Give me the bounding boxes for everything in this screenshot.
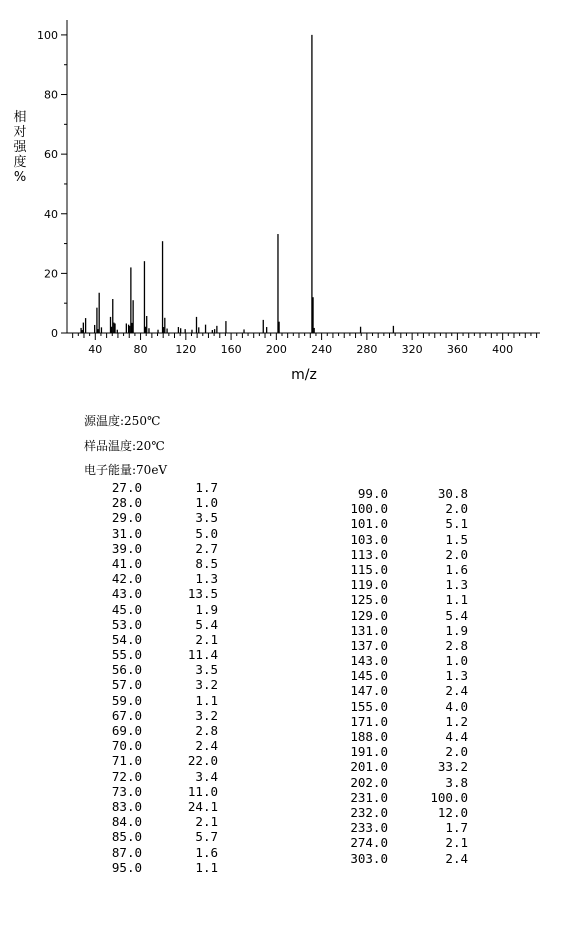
intensity-value: 22.0 <box>187 753 218 769</box>
table-row <box>86 677 220 692</box>
intensity-value: 1.3 <box>195 571 218 587</box>
intensity-value: 1.1 <box>445 592 468 608</box>
intensity-value: 11.4 <box>187 647 218 663</box>
mz-value: 231.0 <box>350 789 388 805</box>
y-axis-label-char: 对 <box>13 125 27 140</box>
intensity-value: 2.4 <box>445 683 468 699</box>
intensity-value: 2.8 <box>195 723 218 738</box>
x-tick-label: 360 <box>446 343 468 356</box>
table-row <box>86 860 220 875</box>
y-axis-label-char: 度 <box>13 155 27 170</box>
table-row <box>332 790 472 805</box>
x-tick-label: 400 <box>492 343 514 356</box>
mz-value: 232.0 <box>350 804 388 820</box>
mz-value: 84.0 <box>111 814 142 830</box>
table-row <box>86 753 220 768</box>
intensity-value: 11.0 <box>187 783 218 799</box>
table-row <box>332 775 472 790</box>
chart-peaks <box>81 35 393 333</box>
table-row <box>86 723 220 738</box>
mz-value: 54.0 <box>111 631 142 647</box>
table-row <box>86 586 220 601</box>
mz-value: 137.0 <box>350 637 388 653</box>
intensity-value: 8.5 <box>195 555 218 571</box>
mz-value: 45.0 <box>111 601 142 617</box>
mz-value: 145.0 <box>350 668 388 684</box>
y-axis-label-char: % <box>13 170 27 185</box>
mz-value: 147.0 <box>350 683 388 699</box>
y-tick-label: 40 <box>44 207 58 221</box>
intensity-value: 1.9 <box>195 601 218 617</box>
table-row <box>332 547 472 562</box>
table-row <box>332 759 472 774</box>
table-row <box>332 532 472 547</box>
source-temperature: 源温度:250℃ <box>84 414 161 428</box>
mz-value: 39.0 <box>111 540 142 556</box>
table-row <box>86 814 220 829</box>
intensity-value: 1.6 <box>195 844 218 860</box>
mz-value: 171.0 <box>350 713 388 729</box>
mz-value: 155.0 <box>350 698 388 714</box>
x-tick-label: 160 <box>220 343 242 356</box>
mz-value: 274.0 <box>350 835 388 851</box>
mz-value: 57.0 <box>111 677 142 693</box>
intensity-value: 2.1 <box>195 631 218 647</box>
table-row <box>332 577 472 592</box>
intensity-value: 3.5 <box>195 510 218 526</box>
intensity-value: 1.7 <box>445 820 468 836</box>
table-row <box>86 845 220 860</box>
table-row <box>86 617 220 632</box>
x-tick-label: 40 <box>88 343 103 356</box>
intensity-value: 3.5 <box>195 662 218 678</box>
intensity-value: 33.2 <box>437 759 468 775</box>
table-row <box>332 668 472 683</box>
table-row <box>86 495 220 510</box>
x-tick-label: 240 <box>311 343 333 356</box>
intensity-value: 1.0 <box>195 495 218 511</box>
mz-value: 71.0 <box>111 753 142 769</box>
mz-value: 29.0 <box>111 510 142 526</box>
intensity-value: 2.8 <box>445 637 468 653</box>
table-row <box>86 556 220 571</box>
table-row <box>332 714 472 729</box>
table-row <box>86 541 220 556</box>
electron-energy: 电子能量:70eV <box>84 463 168 477</box>
table-row <box>332 835 472 850</box>
table-row <box>332 851 472 866</box>
table-row <box>332 699 472 714</box>
x-tick-label: 80 <box>133 343 148 356</box>
table-row <box>332 486 472 501</box>
table-row <box>86 693 220 708</box>
mz-value: 202.0 <box>350 774 388 790</box>
table-row <box>86 799 220 814</box>
table-row <box>86 602 220 617</box>
mz-value: 55.0 <box>111 647 142 663</box>
y-axis-label-char: 强 <box>13 140 27 155</box>
mz-value: 119.0 <box>350 577 388 593</box>
intensity-value: 5.4 <box>195 616 218 632</box>
table-row <box>86 829 220 844</box>
intensity-value: 2.4 <box>195 738 218 754</box>
table-row <box>332 623 472 638</box>
mz-value: 31.0 <box>111 525 142 541</box>
table-row <box>332 638 472 653</box>
intensity-value: 5.7 <box>195 829 218 845</box>
mz-value: 27.0 <box>111 480 142 495</box>
intensity-value: 3.2 <box>195 677 218 693</box>
table-row <box>332 653 472 668</box>
intensity-value: 100.0 <box>430 789 468 805</box>
mz-value: 41.0 <box>111 555 142 571</box>
mz-value: 83.0 <box>111 798 142 814</box>
mz-value: 113.0 <box>350 546 388 562</box>
intensity-value: 13.5 <box>187 586 218 602</box>
x-tick-label: 200 <box>265 343 287 356</box>
intensity-value: 2.4 <box>445 850 468 866</box>
intensity-value: 1.9 <box>445 622 468 638</box>
y-tick-label: 60 <box>44 148 58 162</box>
mz-value: 87.0 <box>111 844 142 860</box>
mz-value: 28.0 <box>111 495 142 511</box>
table-row <box>332 805 472 820</box>
x-tick-label: 120 <box>175 343 197 356</box>
intensity-value: 30.8 <box>437 486 468 501</box>
mz-value: 101.0 <box>350 516 388 532</box>
table-row <box>86 769 220 784</box>
table-row <box>86 738 220 753</box>
intensity-value: 2.0 <box>445 546 468 562</box>
mz-value: 99.0 <box>357 486 388 501</box>
y-tick-label: 0 <box>51 327 58 340</box>
table-row <box>332 516 472 531</box>
intensity-value: 1.2 <box>445 713 468 729</box>
mz-value: 201.0 <box>350 759 388 775</box>
table-row <box>332 562 472 577</box>
table-row <box>86 784 220 799</box>
intensity-value: 1.3 <box>445 668 468 684</box>
intensity-value: 4.4 <box>445 729 468 744</box>
intensity-value: 1.3 <box>445 577 468 593</box>
table-row <box>86 647 220 662</box>
mass-spectrum-chart <box>0 0 570 400</box>
mz-value: 143.0 <box>350 653 388 669</box>
intensity-value: 1.6 <box>445 561 468 577</box>
y-tick-label: 20 <box>44 267 58 281</box>
intensity-value: 2.7 <box>195 540 218 556</box>
mz-value: 85.0 <box>111 829 142 845</box>
intensity-value: 3.2 <box>195 707 218 723</box>
mz-value: 95.0 <box>111 859 142 875</box>
intensity-value: 1.1 <box>195 859 218 875</box>
x-axis-label: m/z <box>291 367 317 383</box>
table-row <box>332 608 472 623</box>
mz-value: 129.0 <box>350 607 388 623</box>
table-row <box>86 571 220 586</box>
table-row <box>86 708 220 723</box>
y-tick-label: 80 <box>44 88 58 102</box>
mz-value: 70.0 <box>111 738 142 754</box>
mz-value: 67.0 <box>111 707 142 723</box>
intensity-value: 4.0 <box>445 698 468 714</box>
table-row <box>332 729 472 744</box>
peak-table-left <box>86 480 220 875</box>
y-axis-label-char: 相 <box>13 110 27 125</box>
table-row <box>86 526 220 541</box>
mz-value: 131.0 <box>350 622 388 638</box>
mz-value: 42.0 <box>111 571 142 587</box>
mz-value: 233.0 <box>350 820 388 836</box>
table-row <box>332 592 472 607</box>
mz-value: 59.0 <box>111 692 142 708</box>
intensity-value: 1.0 <box>445 653 468 669</box>
peak-table-right <box>332 486 472 866</box>
mz-value: 303.0 <box>350 850 388 866</box>
intensity-value: 1.7 <box>195 480 218 495</box>
mz-value: 56.0 <box>111 662 142 678</box>
intensity-value: 5.4 <box>445 607 468 623</box>
mz-value: 188.0 <box>350 729 388 744</box>
intensity-value: 3.4 <box>195 768 218 784</box>
intensity-value: 5.1 <box>445 516 468 532</box>
mz-value: 69.0 <box>111 723 142 738</box>
table-row <box>332 683 472 698</box>
intensity-value: 24.1 <box>187 798 218 814</box>
intensity-value: 5.0 <box>195 525 218 541</box>
intensity-value: 1.1 <box>195 692 218 708</box>
mz-value: 125.0 <box>350 592 388 608</box>
mz-value: 103.0 <box>350 531 388 547</box>
table-row <box>86 510 220 525</box>
mz-value: 115.0 <box>350 561 388 577</box>
mz-value: 43.0 <box>111 586 142 602</box>
table-row <box>86 480 220 495</box>
mz-value: 53.0 <box>111 616 142 632</box>
mz-value: 73.0 <box>111 783 142 799</box>
intensity-value: 2.1 <box>195 814 218 830</box>
x-tick-label: 320 <box>401 343 423 356</box>
x-tick-label: 280 <box>356 343 378 356</box>
y-axis-label <box>13 109 27 185</box>
intensity-value: 1.5 <box>445 531 468 547</box>
table-row <box>332 820 472 835</box>
intensity-value: 2.1 <box>445 835 468 851</box>
intensity-value: 2.0 <box>445 744 468 760</box>
table-row <box>332 501 472 516</box>
y-tick-label: 100 <box>37 28 58 42</box>
table-row <box>86 632 220 647</box>
sample-temperature: 样品温度:20℃ <box>84 439 165 453</box>
table-row <box>86 662 220 677</box>
table-row <box>332 744 472 759</box>
mz-value: 191.0 <box>350 744 388 760</box>
intensity-value: 12.0 <box>437 804 468 820</box>
intensity-value: 3.8 <box>445 774 468 790</box>
mz-value: 72.0 <box>111 768 142 784</box>
intensity-value: 2.0 <box>445 501 468 517</box>
mz-value: 100.0 <box>350 501 388 517</box>
